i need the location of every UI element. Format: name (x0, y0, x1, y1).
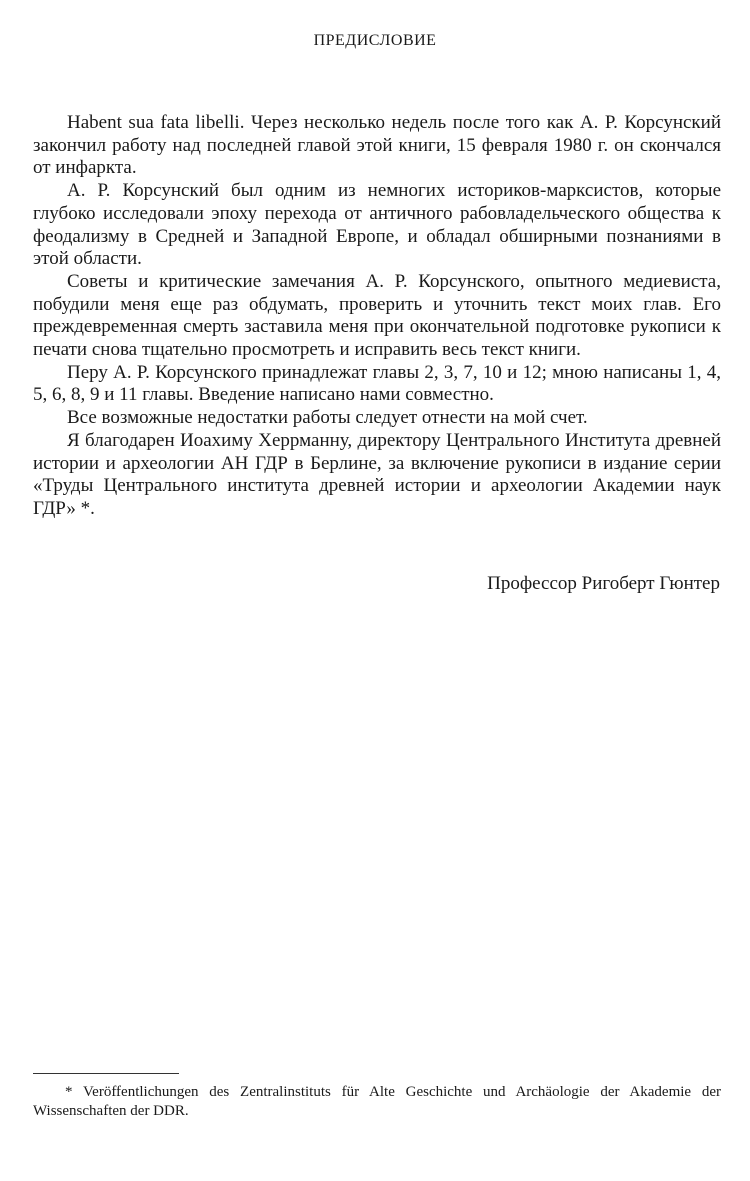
footnote-divider (33, 1073, 179, 1074)
footnote-text: * Veröffentlichungen des Zentralinstituts für Alte Geschichte und Archäologie der Akademie der Wissenschaften der DDR. (33, 1084, 721, 1119)
footnote (33, 1083, 721, 1121)
paragraph-4: Перу А. Р. Корсунского принадлежат главы 2, 3, 7, 10 и 12; мною написаны 1, 4, 5, 6, 8, 9 и 11 главы. Введение написано нами совместно. (33, 361, 721, 406)
paragraph-2: А. Р. Корсунский был одним из немногих историков-марксистов, которые глубоко исследовали эпоху перехода от античного рабовладельческого общества к феодализму в Средней и Западной Европе, и обладал обширными познаниями в этой области. (33, 180, 721, 270)
paragraph-5: Все возможные недостатки работы следует отнести на мой счет. (67, 407, 588, 429)
paragraph-6: Я благодарен Иоахиму Херрманну, директору Центрального Института древней истории и археологии АН ГДР в Берлине, за включение рукописи в издание серии «Труды Центрального института древней истории и археологии Академии наук ГДР» *. (33, 429, 721, 519)
paragraph-1: Habent sua fata libelli. Через несколько недель после того как А. Р. Корсунский закончил работу над последней главой этой книги, 15 февраля 1980 г. он скончался от инфаркта. (33, 112, 721, 179)
preface-body (33, 112, 721, 521)
paragraph-3: Советы и критические замечания А. Р. Корсунского, опытного медиевиста, побудили меня еще раз обдумать, проверить и уточнить текст моих глав. Его преждевременная смерть заставила меня при окончательной подготовке рукописи к печати снова тщательно просмотреть и исправить весь текст книги. (33, 270, 721, 361)
author-signature: Профессор Ригоберт Гюнтер (487, 573, 720, 594)
page-title: ПРЕДИСЛОВИЕ (313, 32, 437, 49)
